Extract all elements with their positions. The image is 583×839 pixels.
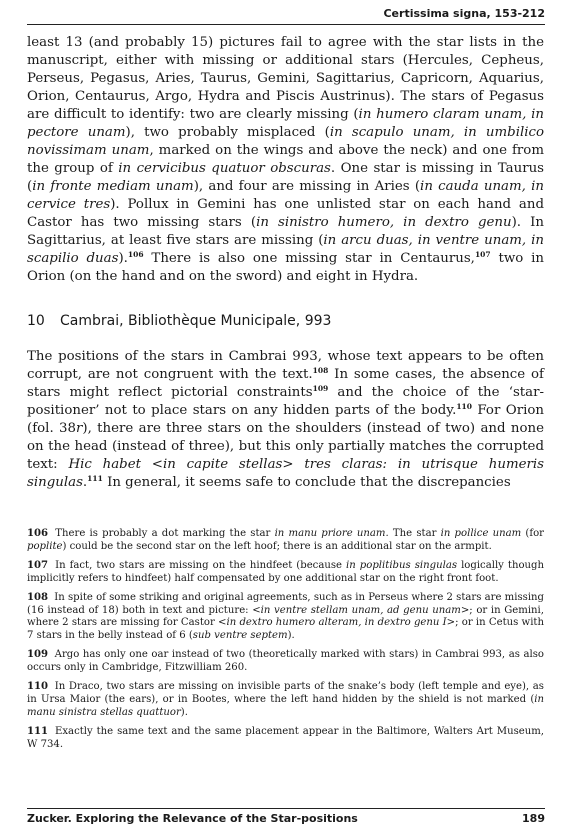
text-run: ). Pollux in Gemini has one unlisted star on each hand and Castor has two missing stars ( <box>27 197 544 230</box>
running-footer <box>27 808 545 831</box>
text-run: In general, it seems safe to conclude that the discrepancies <box>102 475 511 490</box>
latin-quotation: in sinistro humero, in dextro genu <box>256 215 512 230</box>
latin-quotation: <in ventre stellam unam, ad genu unam> <box>252 604 470 616</box>
text-run: ). <box>118 251 128 266</box>
text-run: , marked on the wings and above the neck) and one from the group of <box>27 143 544 176</box>
text-run: ; or in Gemini, where 2 stars are missing for Castor <box>27 604 544 629</box>
footnotes <box>27 528 544 758</box>
footnote-reference[interactable]: 111 <box>87 474 103 483</box>
footnote-number: 110 <box>27 681 49 693</box>
footnote-text <box>27 592 544 642</box>
latin-quotation: Hic habet <in capite stellas> tres claras: in utrisque humeris singulas <box>27 457 544 490</box>
footnote <box>27 649 544 675</box>
text-run: least 13 (and probably 15) pictures fail to agree with the star lists in the manuscript, either with missing or additional stars (Hercules, Cepheus, Perseus, Pegasus, Aries, Taurus, Gemini, Sagittarius, Capricorn, Aquarius, Orion, Centaurus, Argo, Hydra and Piscis Austrinus). The stars of Pegasus are difficult to identify: two are clearly missing ( <box>27 35 544 122</box>
footnote-reference[interactable]: 109 <box>312 384 329 393</box>
text-run: logically though implicitly refers to hindfeet) half compensated by one additional star on the right front foot. <box>27 559 545 584</box>
footnote-reference[interactable]: 108 <box>312 366 329 375</box>
text-run: . One star is missing in Taurus ( <box>27 161 545 194</box>
text-run: ). <box>180 706 188 718</box>
latin-quotation: poplite <box>27 540 63 552</box>
footnote <box>27 592 544 644</box>
latin-quotation: in cauda unam, in cervice tres <box>27 179 544 212</box>
footnote-text <box>27 560 544 584</box>
footnote-number: 109 <box>27 649 49 661</box>
footnote-text <box>27 681 544 718</box>
text-run: Exactly the same text and the same placement appear in the Baltimore, Walters Art Museum, W 734. <box>27 725 545 750</box>
footnote-number: 108 <box>27 591 49 603</box>
latin-quotation: in poplitibus singulas <box>346 559 458 571</box>
footnote-number: 111 <box>27 725 49 737</box>
text-run: ), and four are missing in Aries ( <box>193 179 421 194</box>
footnote-text <box>27 726 544 750</box>
latin-quotation: in scapulo unam, in umbilico novissimam unam <box>27 125 545 158</box>
footnote <box>27 726 544 752</box>
latin-quotation: in humero claram unam, in pectore unam <box>27 107 544 140</box>
text-run: two in Orion (on the hand and on the sword) and eight in Hydra. <box>27 251 544 284</box>
text-run: ). <box>287 630 295 642</box>
body-paragraph-2 <box>27 348 544 492</box>
latin-quotation: <in dextro humero alteram, in dextro genu I> <box>218 617 456 629</box>
text-run: In Draco, two stars are missing on invisible parts of the snake’s body (left temple and eye), as in Ursa Maior (the ears), or in Bootes, where the left hand hidden by the shield is not marked ( <box>27 681 544 705</box>
running-title: Certissima signa, 153-212 <box>383 7 545 20</box>
section-number: 10 <box>27 313 45 329</box>
text-run: ) could be the second star on the left hoof; there is an additional star on the armpit. <box>62 540 492 552</box>
footnote-text <box>27 649 544 673</box>
latin-quotation: sub ventre septem <box>192 630 288 642</box>
text-run: In some cases, the absence of stars might reflect pictorial constraints <box>27 367 545 400</box>
text-run: ; or in Cetus with 7 stars in the belly instead of 6 ( <box>27 617 544 642</box>
page-number: 189 <box>522 812 545 825</box>
latin-quotation: in pollice unam <box>440 528 522 539</box>
latin-quotation: in cervicibus quatuor obscuras <box>118 161 331 176</box>
footnote <box>27 681 544 720</box>
text-run: . The star <box>385 528 441 539</box>
text-run: ), two probably misplaced ( <box>125 125 330 140</box>
footnote-text <box>27 528 544 552</box>
section-title: Cambrai, Bibliothèque Municipale, 993 <box>60 313 332 329</box>
running-header <box>27 0 545 25</box>
footer-author-title: Zucker. Exploring the Relevance of the Star-positions <box>27 812 358 825</box>
text-run: ), there are three stars on the shoulders (instead of two) and none on the head (instead of three), but this only partially matches the corrupted text: <box>27 421 544 472</box>
text-run: There is also one missing star in Centaurus, <box>143 251 475 266</box>
text-run: For Orion (fol. 38 <box>27 403 544 436</box>
latin-quotation: in manu priore unam <box>274 528 386 539</box>
footnote <box>27 528 544 554</box>
section-heading <box>27 311 331 331</box>
text-run: (for <box>521 528 545 539</box>
text-run: . <box>82 475 88 490</box>
body-paragraph-1 <box>27 34 544 286</box>
text-run: The positions of the stars in Cambrai 993, whose text appears to be often corrupt, are not congruent with the text. <box>27 349 544 382</box>
text-run: Argo has only one oar instead of two (theoretically marked with stars) in Cambrai 993, as also occurs only in Cambridge, Fitzwilliam 260. <box>27 649 544 674</box>
footnote-reference[interactable]: 106 <box>127 250 144 259</box>
text-run: There is probably a dot marking the star <box>55 528 275 539</box>
latin-quotation: in fronte mediam unam <box>32 179 194 194</box>
latin-quotation: in arcu duas, in ventre unam, in scapilio duas <box>27 233 544 266</box>
footnote-reference[interactable]: 107 <box>474 250 491 259</box>
latin-quotation: r <box>76 421 83 436</box>
footnote <box>27 560 544 586</box>
footnote-number: 106 <box>27 528 49 539</box>
text-run: In fact, two stars are missing on the hindfeet (because <box>55 559 347 571</box>
text-run: ). In Sagittarius, at least five stars are missing ( <box>27 215 544 248</box>
footnote-number: 107 <box>27 559 49 571</box>
text-run: and the choice of the ‘star-positioner’ not to place stars on any hidden parts of the body. <box>27 385 544 418</box>
text-run: In spite of some striking and original agreements, such as in Perseus where 2 stars are missing (16 instead of 18) both in text and picture: <box>27 591 545 616</box>
latin-quotation: in manu sinistra stellas quattuor <box>27 693 544 718</box>
footnote-reference[interactable]: 110 <box>456 402 472 411</box>
